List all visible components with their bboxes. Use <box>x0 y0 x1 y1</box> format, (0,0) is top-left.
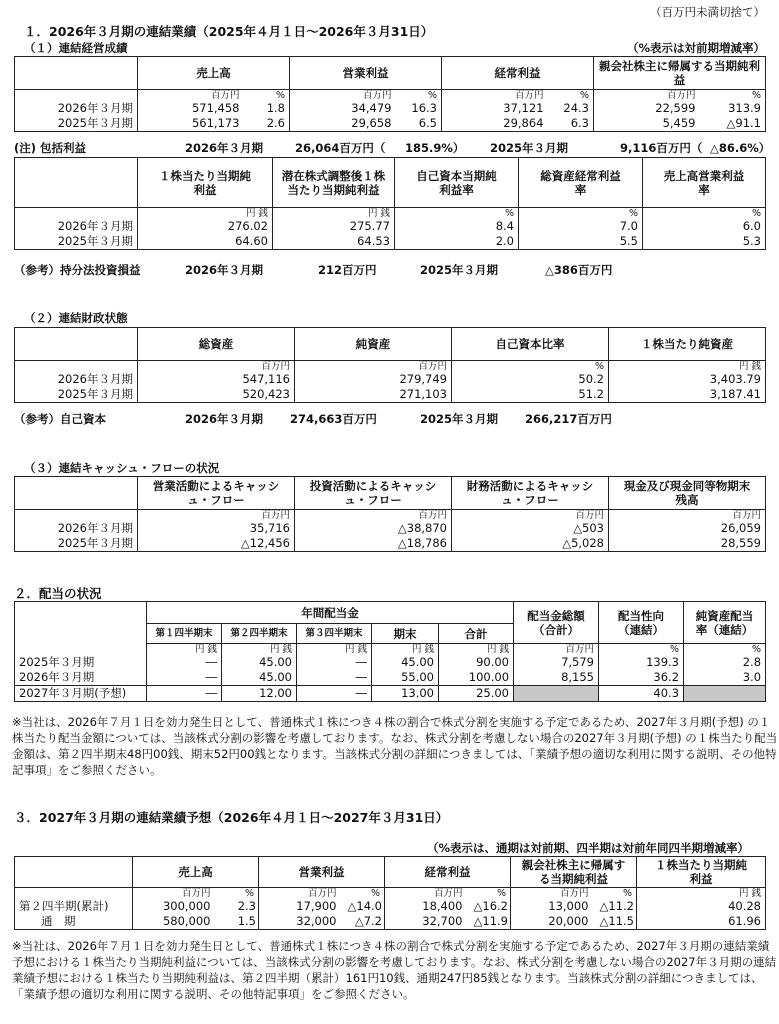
value-cell: 100.00 <box>439 670 514 686</box>
value-cell: 45.00 <box>222 655 297 670</box>
value-cell: 5.5 <box>519 234 643 250</box>
forecast-table <box>14 856 766 930</box>
value-cell: 5.3 <box>643 234 766 250</box>
table-row <box>15 670 766 686</box>
header-diluted-eps: 潜在株式調整後１株当たり当期純利益 <box>273 158 395 208</box>
value-cell: 64.60 <box>138 234 273 250</box>
value-cell: 32,000 <box>259 914 341 930</box>
comprehensive-year-1: 2026年３月期 <box>185 141 264 155</box>
header-sales: 売上高 <box>133 857 259 888</box>
value-cell: 20,000 <box>511 914 593 930</box>
value-cell: 300,000 <box>133 899 215 914</box>
value-cell: 271,103 <box>295 387 452 403</box>
row-label: 2026年３月期 <box>15 101 138 116</box>
section-2-title: ２．配当の状況 <box>14 586 102 601</box>
unit-cell: % <box>244 90 290 102</box>
unit-cell: 円 銭 <box>222 644 297 656</box>
value-cell <box>684 686 766 702</box>
subsection-financial-position-title: （２）連結財政状態 <box>24 311 128 325</box>
unit-cell: 円 銭 <box>147 644 222 656</box>
header-corner <box>15 602 147 644</box>
unit-cell: 円 銭 <box>637 888 766 900</box>
header-eps: １株当たり当期純利益 <box>637 857 766 888</box>
value-cell: ― <box>297 670 372 686</box>
row-label: 2026年３月期 <box>15 670 147 686</box>
unit-cell: % <box>452 361 609 373</box>
subsection-cash-flow-title: （３）連結キャッシュ・フローの状況 <box>24 461 220 475</box>
equity-method-label: （参考）持分法投資損益 <box>14 263 141 277</box>
table-row <box>15 116 766 132</box>
value-cell: 40.28 <box>637 899 766 914</box>
value-cell: ― <box>147 686 222 702</box>
unit-cell: 百万円 <box>290 90 396 102</box>
value-cell: 37,121 <box>442 101 548 116</box>
table-row <box>15 655 766 670</box>
table-row <box>15 101 766 116</box>
table-row <box>15 234 766 250</box>
header-investing-cf: 投資活動によるキャッシュ・フロー <box>295 477 452 510</box>
unit-cell: 百万円 <box>138 361 295 373</box>
header-corner <box>15 57 138 90</box>
table-row <box>15 219 766 234</box>
row-label: 2027年３月期(予想) <box>15 686 147 702</box>
value-cell: 139.3 <box>599 655 684 670</box>
header-bps: １株当たり純資産 <box>609 328 766 361</box>
unit-cell: % <box>643 208 766 220</box>
unit-cell: % <box>593 888 637 900</box>
value-cell: 313.9 <box>700 101 766 116</box>
comprehensive-value-1: 26,064百万円（ <box>295 141 386 155</box>
unit-cell: 円 銭 <box>138 208 273 220</box>
value-cell: 35,716 <box>138 521 295 536</box>
value-cell: 561,173 <box>138 116 244 132</box>
equity-method-value-1: 212百万円 <box>318 263 377 277</box>
header-q1: 第１四半期末 <box>147 624 222 644</box>
unit-cell: % <box>599 644 684 656</box>
value-cell: ― <box>147 670 222 686</box>
header-net-assets: 純資産 <box>295 328 452 361</box>
value-cell: 13,000 <box>511 899 593 914</box>
header-total-assets: 総資産 <box>138 328 295 361</box>
value-cell: △7.2 <box>341 914 385 930</box>
value-cell: ― <box>297 686 372 702</box>
value-cell: 17,900 <box>259 899 341 914</box>
row-label: 2025年３月期 <box>15 655 147 670</box>
unit-cell: % <box>684 644 766 656</box>
value-cell: 36.2 <box>599 670 684 686</box>
table-row <box>15 536 766 552</box>
forecast-pct-note: （%表示は、通期は対前期、四半期は対前年同四半期増減率） <box>426 841 749 855</box>
unit-cell: 円 銭 <box>273 208 395 220</box>
value-cell: 276.02 <box>138 219 273 234</box>
value-cell: 2.3 <box>215 899 259 914</box>
row-label: 2025年３月期 <box>15 234 138 250</box>
equity-capital-year-2: 2025年３月期 <box>420 412 499 426</box>
unit-cell: % <box>395 208 519 220</box>
value-cell: △11.5 <box>593 914 637 930</box>
value-cell: △11.2 <box>593 899 637 914</box>
dividends-table <box>14 601 766 702</box>
value-cell: 8.4 <box>395 219 519 234</box>
value-cell: 18,400 <box>385 899 467 914</box>
value-cell: ― <box>297 655 372 670</box>
value-cell: 6.3 <box>548 116 594 132</box>
value-cell: 5,459 <box>594 116 700 132</box>
table-row <box>15 521 766 536</box>
value-cell: 45.00 <box>372 655 439 670</box>
value-cell: 28,559 <box>609 536 766 552</box>
header-sales: 売上高 <box>138 57 290 90</box>
row-label: 2025年３月期 <box>15 116 138 132</box>
operating-results-table <box>14 56 766 132</box>
header-operating-profit: 営業利益 <box>259 857 385 888</box>
unit-cell: 円 銭 <box>372 644 439 656</box>
header-operating-margin: 売上高営業利益率 <box>643 158 766 208</box>
value-cell: △503 <box>452 521 609 536</box>
header-payout-ratio: 配当性向（連結） <box>599 602 684 644</box>
row-label: 2025年３月期 <box>15 536 138 552</box>
unit-cell: 百万円 <box>138 510 295 522</box>
equity-capital-year-1: 2026年３月期 <box>185 412 264 426</box>
value-cell: △18,786 <box>295 536 452 552</box>
table-row <box>15 387 766 403</box>
value-cell: 51.2 <box>452 387 609 403</box>
value-cell: △91.1 <box>700 116 766 132</box>
value-cell: 90.00 <box>439 655 514 670</box>
unit-cell: 百万円 <box>514 644 599 656</box>
unit-cell: 百万円 <box>138 90 244 102</box>
table-row <box>15 372 766 387</box>
per-share-table <box>14 157 766 250</box>
header-operating-cf: 営業活動によるキャッシュ・フロー <box>138 477 295 510</box>
unit-cell: 百万円 <box>442 90 548 102</box>
value-cell: 40.3 <box>599 686 684 702</box>
value-cell: 25.00 <box>439 686 514 702</box>
equity-capital-value-1: 274,663百万円 <box>290 412 377 426</box>
value-cell: 1.8 <box>244 101 290 116</box>
header-ordinary-profit: 経常利益 <box>385 857 511 888</box>
header-net-income: 親会社株主に帰属する当期純利益 <box>511 857 637 888</box>
header-corner <box>15 158 138 208</box>
value-cell: ― <box>147 655 222 670</box>
subsection-operating-results-title: （１）連結経営成績 <box>24 41 128 55</box>
equity-capital-label: （参考）自己資本 <box>14 412 106 426</box>
value-cell: 547,116 <box>138 372 295 387</box>
section-3-title: ３．2027年３月期の連結業績予想（2026年４月１日～2027年３月31日） <box>14 810 449 825</box>
header-ordinary-profit: 経常利益 <box>442 57 594 90</box>
value-cell: 29,658 <box>290 116 396 132</box>
header-net-income: 親会社株主に帰属する当期純利益 <box>594 57 766 90</box>
value-cell: 580,000 <box>133 914 215 930</box>
equity-method-value-2: △386百万円 <box>545 263 613 277</box>
section-1-title: １．2026年３月期の連結業績（2025年４月１日～2026年３月31日） <box>24 24 434 39</box>
value-cell: 64.53 <box>273 234 395 250</box>
value-cell: 61.96 <box>637 914 766 930</box>
header-operating-profit: 営業利益 <box>290 57 442 90</box>
row-label: 通 期 <box>15 914 133 930</box>
header-roa: 総資産経常利益率 <box>519 158 643 208</box>
value-cell: △11.9 <box>467 914 511 930</box>
value-cell: 6.0 <box>643 219 766 234</box>
value-cell: 520,423 <box>138 387 295 403</box>
unit-cell: 百万円 <box>259 888 341 900</box>
value-cell: 34,479 <box>290 101 396 116</box>
header-dividend-on-equity: 純資産配当率（連結） <box>684 602 766 644</box>
value-cell: 22,599 <box>594 101 700 116</box>
value-cell: 29,864 <box>442 116 548 132</box>
value-cell: 32,700 <box>385 914 467 930</box>
value-cell: 275.77 <box>273 219 395 234</box>
unit-cell: 百万円 <box>594 90 700 102</box>
forecast-note: ※当社は、2026年７月１日を効力発生日として、普通株式１株につき４株の割合で株式分割を実施する予定であるため、2027年３月期の連結業績予想における１株当たり当期純利益については、当該株式分割の影響を考慮しております。なお、株式分割を考慮しない場合の2027年３月期の連結業績予想における１株当たり当期純利益は、第２四半期（累計）161円10銭、通期247円85銭となります。当該株式分割の詳細につきましては、「業績予想の適切な利用に関する説明、その他特記事項」をご参照ください。 <box>12 939 777 1001</box>
header-corner <box>15 857 133 888</box>
equity-method-year-1: 2026年３月期 <box>185 263 264 277</box>
value-cell: 8,155 <box>514 670 599 686</box>
table-row <box>15 899 766 914</box>
value-cell: 45.00 <box>222 670 297 686</box>
value-cell: 24.3 <box>548 101 594 116</box>
unit-cell: 百万円 <box>452 510 609 522</box>
value-cell: △5,028 <box>452 536 609 552</box>
comprehensive-pct-2: △86.6%） <box>710 141 771 155</box>
value-cell: 7,579 <box>514 655 599 670</box>
unit-cell: 百万円 <box>385 888 467 900</box>
value-cell: 279,749 <box>295 372 452 387</box>
header-eps: １株当たり当期純利益 <box>138 158 273 208</box>
dividend-note: ※当社は、2026年７月１日を効力発生日として、普通株式１株につき４株の割合で株式分割を実施する予定であるため、2027年３月期(予想) の１株当たり配当金額については、当該株式分割の影響を考慮しております。なお、株式分割を考慮しない場合の2027年３月期(予想) の１株当たり配当金額は、第２四半期末48円00銭、期末52円00銭となります。当該株式分割の詳細につきましては、「業績予想の適切な利用に関する説明、その他特記事項」をご参照ください。 <box>12 715 778 777</box>
header-equity-ratio: 自己資本比率 <box>452 328 609 361</box>
header-corner <box>15 477 138 510</box>
unit-cell: 百万円 <box>609 510 766 522</box>
equity-capital-value-2: 266,217百万円 <box>525 412 612 426</box>
unit-cell: % <box>548 90 594 102</box>
header-corner <box>15 328 138 361</box>
value-cell: 2.6 <box>244 116 290 132</box>
header-annual-dividend: 年間配当金 <box>147 602 514 624</box>
header-cash-equivalents: 現金及び現金同等物期末残高 <box>609 477 766 510</box>
header-year-end: 期末 <box>372 624 439 644</box>
header-total: 合計 <box>439 624 514 644</box>
comprehensive-year-2: 2025年３月期 <box>490 141 569 155</box>
table-row <box>15 686 766 702</box>
cash-flow-table <box>14 476 766 552</box>
comprehensive-income-label: (注) 包括利益 <box>14 141 87 155</box>
value-cell: 16.3 <box>396 101 442 116</box>
value-cell: 571,458 <box>138 101 244 116</box>
row-label: 2026年３月期 <box>15 219 138 234</box>
value-cell: 3,403.79 <box>609 372 766 387</box>
value-cell: 26,059 <box>609 521 766 536</box>
header-financing-cf: 財務活動によるキャッシュ・フロー <box>452 477 609 510</box>
row-label: 2025年３月期 <box>15 387 138 403</box>
value-cell: 13.00 <box>372 686 439 702</box>
unit-cell: 円 銭 <box>297 644 372 656</box>
value-cell: 55.00 <box>372 670 439 686</box>
unit-cell: % <box>215 888 259 900</box>
value-cell: 1.5 <box>215 914 259 930</box>
pct-note: （%表示は対前期増減率） <box>626 41 765 55</box>
unit-cell: % <box>700 90 766 102</box>
unit-cell: % <box>467 888 511 900</box>
value-cell: △38,870 <box>295 521 452 536</box>
unit-cell: % <box>396 90 442 102</box>
unit-cell: % <box>341 888 385 900</box>
value-cell: 12.00 <box>222 686 297 702</box>
equity-method-year-2: 2025年３月期 <box>420 263 499 277</box>
unit-cell: 円 銭 <box>439 644 514 656</box>
unit-cell: 百万円 <box>133 888 215 900</box>
header-q2: 第２四半期末 <box>222 624 297 644</box>
value-cell: 7.0 <box>519 219 643 234</box>
value-cell: 6.5 <box>396 116 442 132</box>
unit-cell: 円 銭 <box>609 361 766 373</box>
value-cell: 2.0 <box>395 234 519 250</box>
value-cell: 3.0 <box>684 670 766 686</box>
value-cell: 3,187.41 <box>609 387 766 403</box>
header-q3: 第３四半期末 <box>297 624 372 644</box>
row-label: 第２四半期(累計) <box>15 899 133 914</box>
financial-position-table <box>14 327 766 403</box>
unit-cell: % <box>519 208 643 220</box>
value-cell <box>514 686 599 702</box>
value-cell: 2.8 <box>684 655 766 670</box>
value-cell: △16.2 <box>467 899 511 914</box>
table-row <box>15 914 766 930</box>
comprehensive-value-2: 9,116百万円（ <box>620 141 703 155</box>
value-cell: △14.0 <box>341 899 385 914</box>
header-roe: 自己資本当期純利益率 <box>395 158 519 208</box>
value-cell: △12,456 <box>138 536 295 552</box>
header-total-dividend: 配当金総額（合計） <box>514 602 599 644</box>
comprehensive-pct-1: 185.9%） <box>405 141 465 155</box>
unit-note: （百万円未満切捨て） <box>650 5 765 19</box>
row-label: 2026年３月期 <box>15 521 138 536</box>
unit-cell: 百万円 <box>511 888 593 900</box>
value-cell: 50.2 <box>452 372 609 387</box>
row-label: 2026年３月期 <box>15 372 138 387</box>
unit-cell: 百万円 <box>295 510 452 522</box>
unit-cell: 百万円 <box>295 361 452 373</box>
